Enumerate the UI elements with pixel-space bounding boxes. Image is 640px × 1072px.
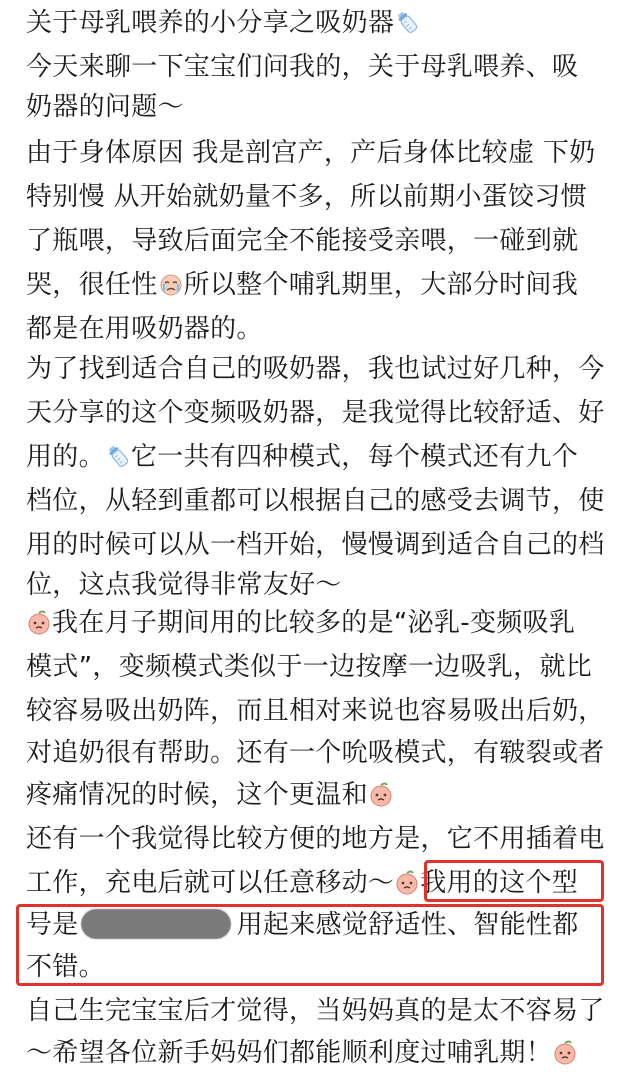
text-span: 用的。 xyxy=(26,442,105,472)
paragraph-line xyxy=(26,352,605,386)
text-span: 奶器的问题～ xyxy=(26,92,184,122)
paragraph-line xyxy=(26,50,578,84)
paragraph-line xyxy=(26,606,575,640)
paragraph-line xyxy=(26,568,342,602)
text-span: 对追奶很有帮助。还有一个吮吸模式，有皲裂或者 xyxy=(26,738,605,768)
text-span: ～希望各位新手妈妈们都能顺利度过哺乳期！ xyxy=(26,1038,553,1068)
paragraph-line xyxy=(26,396,605,430)
text-span: 较容易吸出奶阵，而且相对来说也容易吸出后奶， xyxy=(26,696,605,726)
paragraph-line xyxy=(26,440,578,474)
paragraph-line xyxy=(26,1036,578,1070)
text-span: 档位，从轻到重都可以根据自己的感受去调节，使 xyxy=(26,486,605,516)
text-span: 用的时候可以从一档开始，慢慢调到适合自己的档 xyxy=(26,530,605,560)
paragraph-line xyxy=(26,822,605,856)
highlighted-text: 我用的这个型 xyxy=(420,868,579,898)
text-span: 所以整个哺乳期里，大部分时间我 xyxy=(183,270,579,300)
paragraph-line xyxy=(26,312,263,346)
post-title xyxy=(26,6,420,40)
paragraph-line xyxy=(26,484,605,518)
text-span: 哭，很任性 xyxy=(26,270,158,300)
paragraph-line xyxy=(26,90,184,124)
baby-bottle-icon xyxy=(394,9,420,35)
baby-bottle-icon xyxy=(105,443,131,469)
text-span: 自己生完宝宝后才觉得，当妈妈真的是太不容易了 xyxy=(26,996,605,1026)
paragraph-line xyxy=(26,268,578,302)
text-span: 天分享的这个变频吸奶器，是我觉得比较舒适、好 xyxy=(26,398,605,428)
highlight-box-top xyxy=(424,860,604,902)
paragraph-line xyxy=(26,224,578,258)
text-span: 今天来聊一下宝宝们问我的，关于母乳喂养、吸 xyxy=(26,52,579,82)
text-span: 都是在用吸奶器的。 xyxy=(26,314,263,344)
peach-face-icon xyxy=(552,1039,578,1065)
peach-face-icon xyxy=(394,869,420,895)
peach-face-icon xyxy=(368,781,394,807)
text-span: 由于身体原因 我是剖宫产，产后身体比较虚 下奶 xyxy=(26,138,596,168)
text-span: 疼痛情况的时候，这个更温和 xyxy=(26,780,368,810)
text-span: 模式”，变频模式类似于一边按摩一边吸乳，就比 xyxy=(26,652,593,682)
paragraph-line xyxy=(26,136,595,170)
peach-face-icon xyxy=(26,609,52,635)
paragraph-line xyxy=(26,994,605,1028)
text-span: 工作，充电后就可以任意移动～ xyxy=(26,868,395,898)
text-span: 它一共有四种模式，每个模式还有九个 xyxy=(130,442,579,472)
paragraph-line xyxy=(26,180,587,214)
paragraph-line xyxy=(26,736,605,770)
text-span: 我在月子期间用的比较多的是“泌乳-变频吸乳 xyxy=(52,608,576,638)
paragraph-line xyxy=(26,528,605,562)
text-span: 位，这点我觉得非常友好～ xyxy=(26,570,342,600)
highlight-box-bottom xyxy=(16,904,604,986)
highlighted-text: 用起来感觉舒适性、智能性都 xyxy=(236,910,579,940)
paragraph-line xyxy=(26,778,394,812)
text-span: 为了找到适合自己的吸奶器，我也试过好几种，今 xyxy=(26,354,605,384)
text-span: 还有一个我觉得比较方便的地方是，它不用插着电 xyxy=(26,824,605,854)
text-span: 特别慢 从开始就奶量不多，所以前期小蛋饺习惯 xyxy=(26,182,587,212)
text-span: 了瓶喂，导致后面完全不能接受亲喂，一碰到就 xyxy=(26,226,579,256)
title-text: 关于母乳喂养的小分享之吸奶器 xyxy=(26,8,395,38)
paragraph-line xyxy=(26,694,605,728)
highlighted-text: 不错。 xyxy=(26,952,105,982)
crying-face-icon xyxy=(158,271,184,297)
paragraph-line xyxy=(26,650,592,684)
highlighted-text: 号是 xyxy=(26,910,79,940)
